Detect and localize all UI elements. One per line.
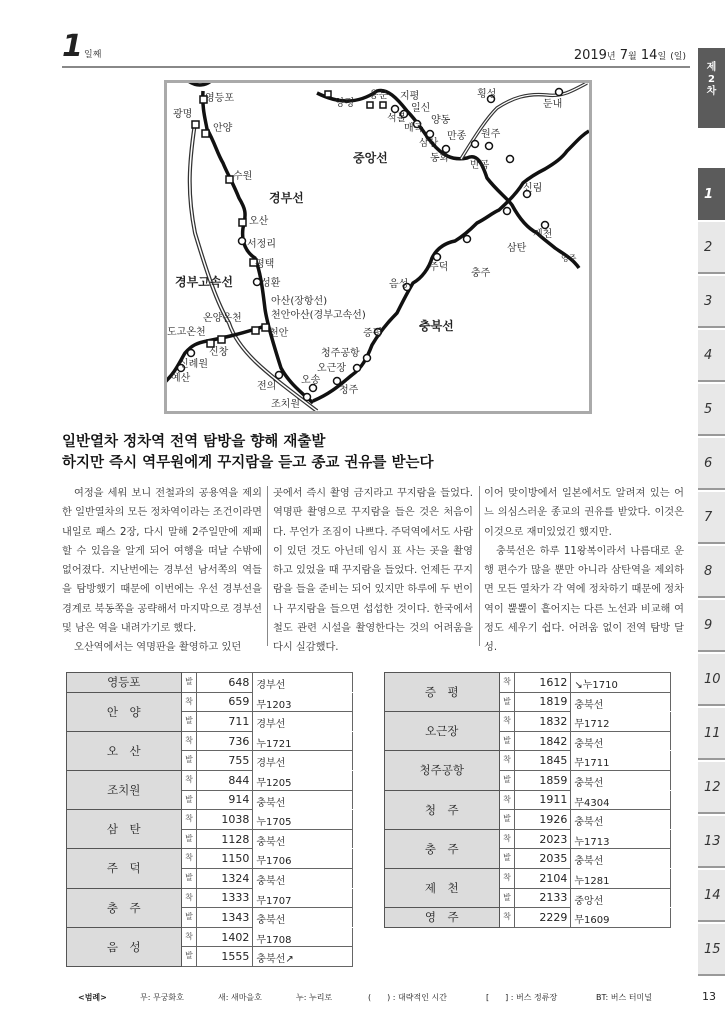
tab-day-1[interactable]: 1 [698,168,725,220]
table-row: 충 주 착 1333 무1707 [67,888,353,908]
station-jeungpyeong: 증평 [363,328,383,339]
station-onyangoncheon: 온양온천 [203,313,242,324]
station-samtan: 삼탄 [507,243,527,254]
table-row: 발 1819 충북선 [385,692,671,712]
article-body [62,484,682,654]
station-cell: 주 덕 [67,849,182,888]
station-cell: 제 천 [385,868,500,907]
legend-title: <범례> [78,993,107,1002]
table-row: 발 711 경부선 [67,712,353,732]
table-row: 발 1555 충북선↗ [67,947,353,967]
station-cell: 청주공항 [385,751,500,790]
station-cell: 충 주 [67,888,182,927]
station-seokbul: 석불 [387,113,407,124]
station-suwon: 수원 [233,171,253,182]
station-ilsin: 일신 [411,103,431,114]
station-samsan: 삼산 [419,138,439,149]
table-row: 오 산 착 736 누1721 [67,731,353,751]
table-row: 청주공항 착 1845 무1711 [385,751,671,771]
header-date: 2019년 7월 14일 (일) [573,48,686,63]
page-header [62,28,690,68]
table-row: 오근장 착 1832 무1712 [385,712,671,732]
table-row: 발 1926 충북선 [385,810,671,830]
station-dogooncheon: 도고온천 [167,327,206,338]
column-divider [267,486,268,646]
station-jochiwon: 조치원 [271,399,300,410]
station-cell: 조치원 [67,770,182,809]
station-ogeunjang: 오근장 [317,363,346,374]
station-cheonanasan: 천안아산(경부고속선) [271,310,366,321]
table-row: 증 평 착 1612 ↘누1710 [385,673,671,693]
legend-approx-time: ( ) : 대략적인 시간 [368,993,447,1002]
station-yesan: 예산 [171,373,191,384]
tab-day-3[interactable]: 3 [698,276,725,328]
table-row: 음 성 착 1402 무1708 [67,927,353,947]
table-row: 영등포 발 648 경부선 [67,673,353,693]
station-judeok: 주덕 [429,262,449,273]
station-pyeongtaek: 평택 [255,259,275,270]
station-cell: 오 산 [67,731,182,770]
article-column-2: 곳에서 즉시 촬영 금지라고 꾸지람을 들었다. 역명판 촬영으로 꾸지람을 들은 것은 처음이다. 무언가 조짐이 나쁘다. 주덕역에서도 사람이 있던 것도 아닌데 임시 표 사는 곳을 촬영하고 있었을 때 꾸지람을 들었다. 언제든 꾸지람을 들을 준비는 되어 있지만 하루에 두 번이나 꾸지람을 들으면 섭섭한 것이다. 한국에서 철도 관련 시설을 촬영한다는 것의 어려움을 다시 실감했다. [273,488,473,654]
legend-bus-stop: [ ] : 버스 정류장 [486,993,558,1002]
tab-day-15[interactable]: 15 [698,924,725,976]
table-row: 주 덕 착 1150 무1706 [67,849,353,869]
article-column-1: 여정을 세워 보니 전철과의 공용역을 제외한 일반열차의 모든 정차역이라는 조건이라면 내일로 패스 2장, 다시 말해 2주일만에 제패할 수 있음을 알게 되어 여행을 떠날 수밖에 없어졌다. 지난번에는 경부선 남서쪽의 역들을 탐방했기 때문에 이번에는 우선 경부선을 경계로 북동쪽을 공략해서 마지막으로 경부선 및 남은 역을 내려가기로 했다. 오산역에서는 역명판을 촬영하고 있던 [62,488,262,654]
timetable-left [66,672,353,967]
station-cheongju: 청주 [339,385,359,396]
tab-day-10[interactable]: 10 [698,654,725,706]
station-hoengseong: 횡성 [477,89,497,100]
route-map [164,80,592,414]
station-seonghwan: 성환 [261,278,281,289]
table-row: 제 천 착 2104 누1281 [385,868,671,888]
station-jeonui: 전의 [257,381,277,392]
station-chungju: 충주 [471,268,491,279]
station-jecheon: 제천 [533,229,553,240]
line-label-gyeongbu: 경부선 [269,191,304,205]
day-number: 1 [62,29,83,64]
table-row: 조치원 착 844 무1205 [67,770,353,790]
station-jipyeong: 지평 [400,91,420,102]
station-cell: 충 주 [385,829,500,868]
station-sinchang: 신창 [209,347,229,358]
legend-nuriro: 누: 누리로 [296,993,333,1002]
station-osong: 오송 [301,375,321,386]
table-row: 발 1859 충북선 [385,770,671,790]
side-tab-strip [698,0,725,1024]
column-divider [479,486,480,646]
article-column-3: 이어 맞이방에서 일본에서도 알려져 있는 어느 의심스러운 종교의 권유를 받았다. 이것은 이것으로 재미있었긴 했지만. 충북선은 하루 11왕복이라서 나름대로 운행 편수가 많을 뿐만 아니라 삼탄역을 제외하면 모든 열차가 각 역에 정차하기 때문에 정차역이 뿔뿔이 흩어지는 다른 노선과 비교해 여정도 세우기 쉽다. 어려움 없이 전역 탐방 달성. [484,488,684,654]
line-label-chungbuk: 충북선 [419,319,454,333]
line-label-jungang: 중앙선 [353,151,388,165]
tab-day-14[interactable]: 14 [698,870,725,922]
legend-mugunghwa: 무: 무궁화호 [140,993,184,1002]
station-maegok: 매곡 [404,123,424,134]
station-anyang: 안양 [213,123,233,134]
station-gwangmyeong: 광명 [173,109,193,120]
table-row: 발 1128 충북선 [67,829,353,849]
tab-day-8[interactable]: 8 [698,546,725,598]
station-cell: 삼 탄 [67,810,182,849]
table-row: 발 755 경부선 [67,751,353,771]
table-row: 영 주 착 2229 무1609 [385,908,671,928]
table-row: 발 914 충북선 [67,790,353,810]
table-row: 청 주 착 1911 무4304 [385,790,671,810]
tab-day-6[interactable]: 6 [698,438,725,490]
table-row: 발 1324 충북선 [67,868,353,888]
station-bangok: 반곡 [470,160,490,171]
station-yangpyeong: 양평 [335,98,355,109]
station-cell: 오근장 [385,712,500,751]
table-row: 충 주 착 2023 누1713 [385,829,671,849]
page-number: 13 [702,990,716,1003]
station-cheonan: 천안 [269,328,289,339]
round-tab[interactable]: 제 2 차 [698,48,725,128]
station-cell: 영등포 [67,673,182,693]
table-row: 발 1343 충북선 [67,908,353,928]
station-cheongju-airport: 청주공항 [321,348,360,359]
tab-day-2[interactable]: 2 [698,222,725,274]
tab-day-7[interactable]: 7 [698,492,725,544]
station-wonju: 원주 [481,129,501,140]
station-asan: 아산(장항선) [271,296,328,307]
station-yangdong: 양동 [431,115,451,126]
station-cell: 청 주 [385,790,500,829]
station-cell: 음 성 [67,927,182,966]
timetable-right [384,672,671,928]
day-suffix: 일째 [84,50,102,60]
line-label-gyeongbu-hsr: 경부고속선 [175,275,233,289]
station-seojeongri: 서정리 [247,239,276,250]
tab-day-5[interactable]: 5 [698,384,725,436]
tab-day-13[interactable]: 13 [698,816,725,868]
tab-day-9[interactable]: 9 [698,600,725,652]
article-headline: 일반열차 정차역 전역 탐방을 향해 재출발 하지만 즉시 역무원에게 꾸지람을 듣고 종교 권유를 받는다 [62,434,434,471]
tab-day-11[interactable]: 11 [698,708,725,760]
table-row: 안 양 착 659 무1203 [67,692,353,712]
station-donghwa: 동화 [430,153,450,164]
station-cell: 증 평 [385,673,500,712]
station-dunnae: 둔내 [543,99,563,110]
table-row: 발 2133 중앙선 [385,888,671,908]
table-row: 발 1842 충북선 [385,731,671,751]
tab-day-4[interactable]: 4 [698,330,725,382]
station-osan: 오산 [249,216,269,227]
station-manjong: 만종 [447,131,467,142]
station-sinryewon: 신례원 [179,359,208,370]
station-eumseong: 음성 [389,279,409,290]
station-yongmun: 용문 [369,90,389,101]
legend-saemaeul: 새: 새마을호 [218,993,262,1002]
legend-bus-terminal: BT: 버스 터미널 [596,993,652,1002]
tab-day-12[interactable]: 12 [698,762,725,814]
table-row: 삼 탄 착 1038 누1705 [67,810,353,830]
station-yeongdeungpo: 영등포 [205,93,234,104]
station-sillim: 신림 [523,183,543,194]
station-cell: 영 주 [385,908,500,928]
station-yeongju: 영주 [561,254,577,263]
station-cell: 안 양 [67,692,182,731]
table-row: 발 2035 충북선 [385,849,671,869]
